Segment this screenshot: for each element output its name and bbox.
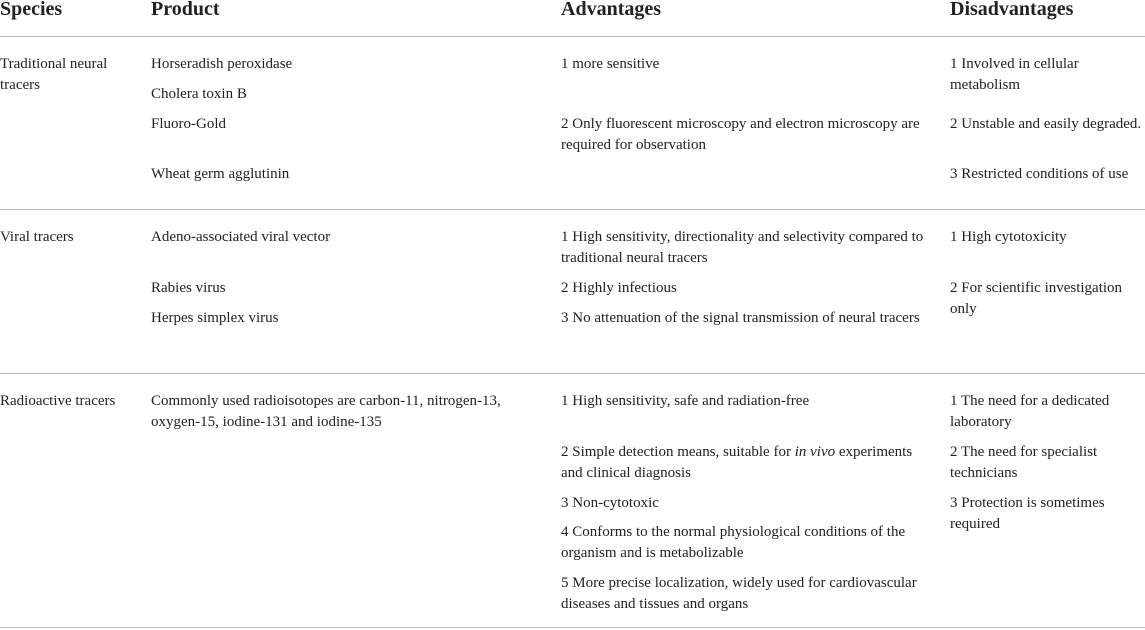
header-disadvantages: Disadvantages <box>950 0 1074 20</box>
advantage-item: 1 more sensitive <box>561 56 660 72</box>
advantage-item: 3 No attenuation of the signal transmission of neural tracers <box>561 310 920 326</box>
disadvantage-item: 2 The need for specialist technicians <box>950 444 1098 481</box>
advantage-item: 3 Non-cytotoxic <box>561 495 659 511</box>
product-item: Commonly used radioisotopes are carbon-11, nitrogen-13, oxygen-15, iodine-131 and iodine-135 <box>151 393 501 430</box>
advantage-item: 2 Highly infectious <box>561 280 677 296</box>
product-item: Rabies virus <box>151 280 226 296</box>
header-species: Species <box>0 0 63 20</box>
advantage-item: 4 Conforms to the normal physiological conditions of the organism and is metabolizable <box>561 524 906 561</box>
disadvantage-item: 1 Involved in cellular metabolism <box>950 56 1079 93</box>
product-item: Fluoro-Gold <box>151 116 226 132</box>
advantage-item: 2 Only fluorescent microscopy and electron microscopy are required for observation <box>561 116 920 153</box>
disadvantage-item: 1 The need for a dedicated laboratory <box>950 393 1110 430</box>
species-cell: Traditional neural tracers <box>0 56 108 93</box>
advantage-item: 5 More precise localization, widely used for cardiovascular diseases and tissues and organs <box>561 575 917 612</box>
header-rule <box>0 36 1145 37</box>
header-advantages: Advantages <box>561 0 662 20</box>
product-item: Adeno-associated viral vector <box>151 229 331 245</box>
species-cell: Radioactive tracers <box>0 393 116 409</box>
bottom-rule <box>0 627 1145 628</box>
disadvantage-item: 1 High cytotoxicity <box>950 229 1067 245</box>
disadvantage-item: 3 Protection is sometimes required <box>950 495 1105 532</box>
advantage-item <box>561 442 933 484</box>
group-rule <box>0 209 1145 210</box>
header-product: Product <box>151 0 220 20</box>
advantage-text: experiments and clinical diagnosis <box>561 444 913 481</box>
product-item: Wheat germ agglutinin <box>151 166 290 182</box>
disadvantage-item: 2 For scientific investigation only <box>950 280 1123 317</box>
advantage-italic: in vivo <box>794 444 836 460</box>
product-item: Herpes simplex virus <box>151 310 279 326</box>
disadvantage-item: 3 Restricted conditions of use <box>950 166 1129 182</box>
advantage-item: 1 High sensitivity, safe and radiation-free <box>561 393 810 409</box>
group-rule <box>0 373 1145 374</box>
species-cell: Viral tracers <box>0 229 74 245</box>
advantage-text: 2 Simple detection means, suitable for <box>561 444 795 460</box>
disadvantage-item: 2 Unstable and easily degraded. <box>950 116 1142 132</box>
advantage-item: 1 High sensitivity, directionality and selectivity compared to traditional neural tracers <box>561 229 924 266</box>
product-item: Cholera toxin B <box>151 86 247 102</box>
product-item: Horseradish peroxidase <box>151 56 293 72</box>
